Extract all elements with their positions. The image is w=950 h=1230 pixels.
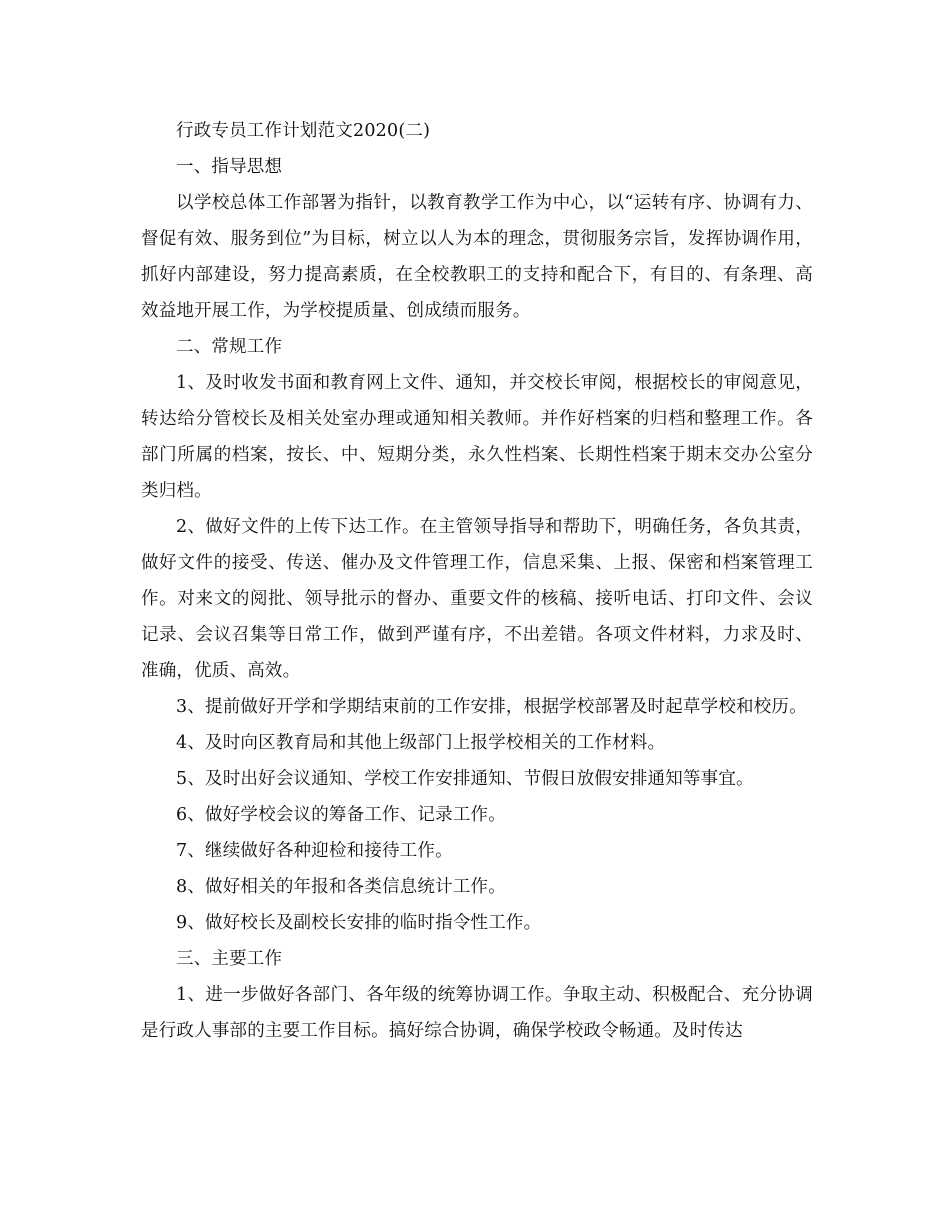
document-body xyxy=(141,113,813,1049)
section-2-item-7: 7、继续做好各种迎检和接待工作。 xyxy=(176,841,453,861)
section-2-item-9: 9、做好校长及副校长安排的临时指令性工作。 xyxy=(176,913,542,933)
section-2-item-2: 2、做好文件的上传下达工作。在主管领导指导和帮助下，明确任务，各负其责，做好文件的接受、传送、催办及文件管理工作，信息采集、上报、保密和档案管理工作。对来文的阅批、领导批示的督办、重要文件的核稿、接听电话、打印文件、会议记录、会议召集等日常工作，做到严谨有序，不出差错。各项文件材料，力求及时、准确，优质、高效。 xyxy=(141,517,813,681)
section-2-item-5: 5、及时出好会议通知、学校工作安排通知、节假日放假安排通知等事宜。 xyxy=(176,769,754,789)
section-2-item-4: 4、及时向区教育局和其他上级部门上报学校相关的工作材料。 xyxy=(176,733,666,753)
section-2-heading: 二、常规工作 xyxy=(176,337,283,357)
section-1-paragraph: 以学校总体工作部署为指针，以教育教学工作为中心，以“运转有序、协调有力、督促有效、服务到位”为目标，树立以人为本的理念，贯彻服务宗旨，发挥协调作用，抓好内部建设，努力提高素质，在全校教职工的支持和配合下，有目的、有条理、高效益地开展工作，为学校提质量、创成绩而服务。 xyxy=(141,193,813,321)
section-2-item-8: 8、做好相关的年报和各类信息统计工作。 xyxy=(176,877,506,897)
section-3-heading: 三、主要工作 xyxy=(176,949,283,969)
section-1-heading: 一、指导思想 xyxy=(176,157,283,177)
section-2-item-3: 3、提前做好开学和学期结束前的工作安排，根据学校部署及时起草学校和校历。 xyxy=(176,697,807,717)
section-2-item-6: 6、做好学校会议的筹备工作、记录工作。 xyxy=(176,805,506,825)
section-3-item-1: 1、进一步做好各部门、各年级的统筹协调工作。争取主动、积极配合、充分协调是行政人事部的主要工作目标。搞好综合协调，确保学校政令畅通。及时传达 xyxy=(141,985,813,1041)
document-title: 行政专员工作计划范文2020(二) xyxy=(176,121,431,141)
section-2-item-1: 1、及时收发书面和教育网上文件、通知，并交校长审阅，根据校长的审阅意见，转达给分管校长及相关处室办理或通知相关教师。并作好档案的归档和整理工作。各部门所属的档案，按长、中、短期分类，永久性档案、长期性档案于期末交办公室分类归档。 xyxy=(141,373,813,501)
